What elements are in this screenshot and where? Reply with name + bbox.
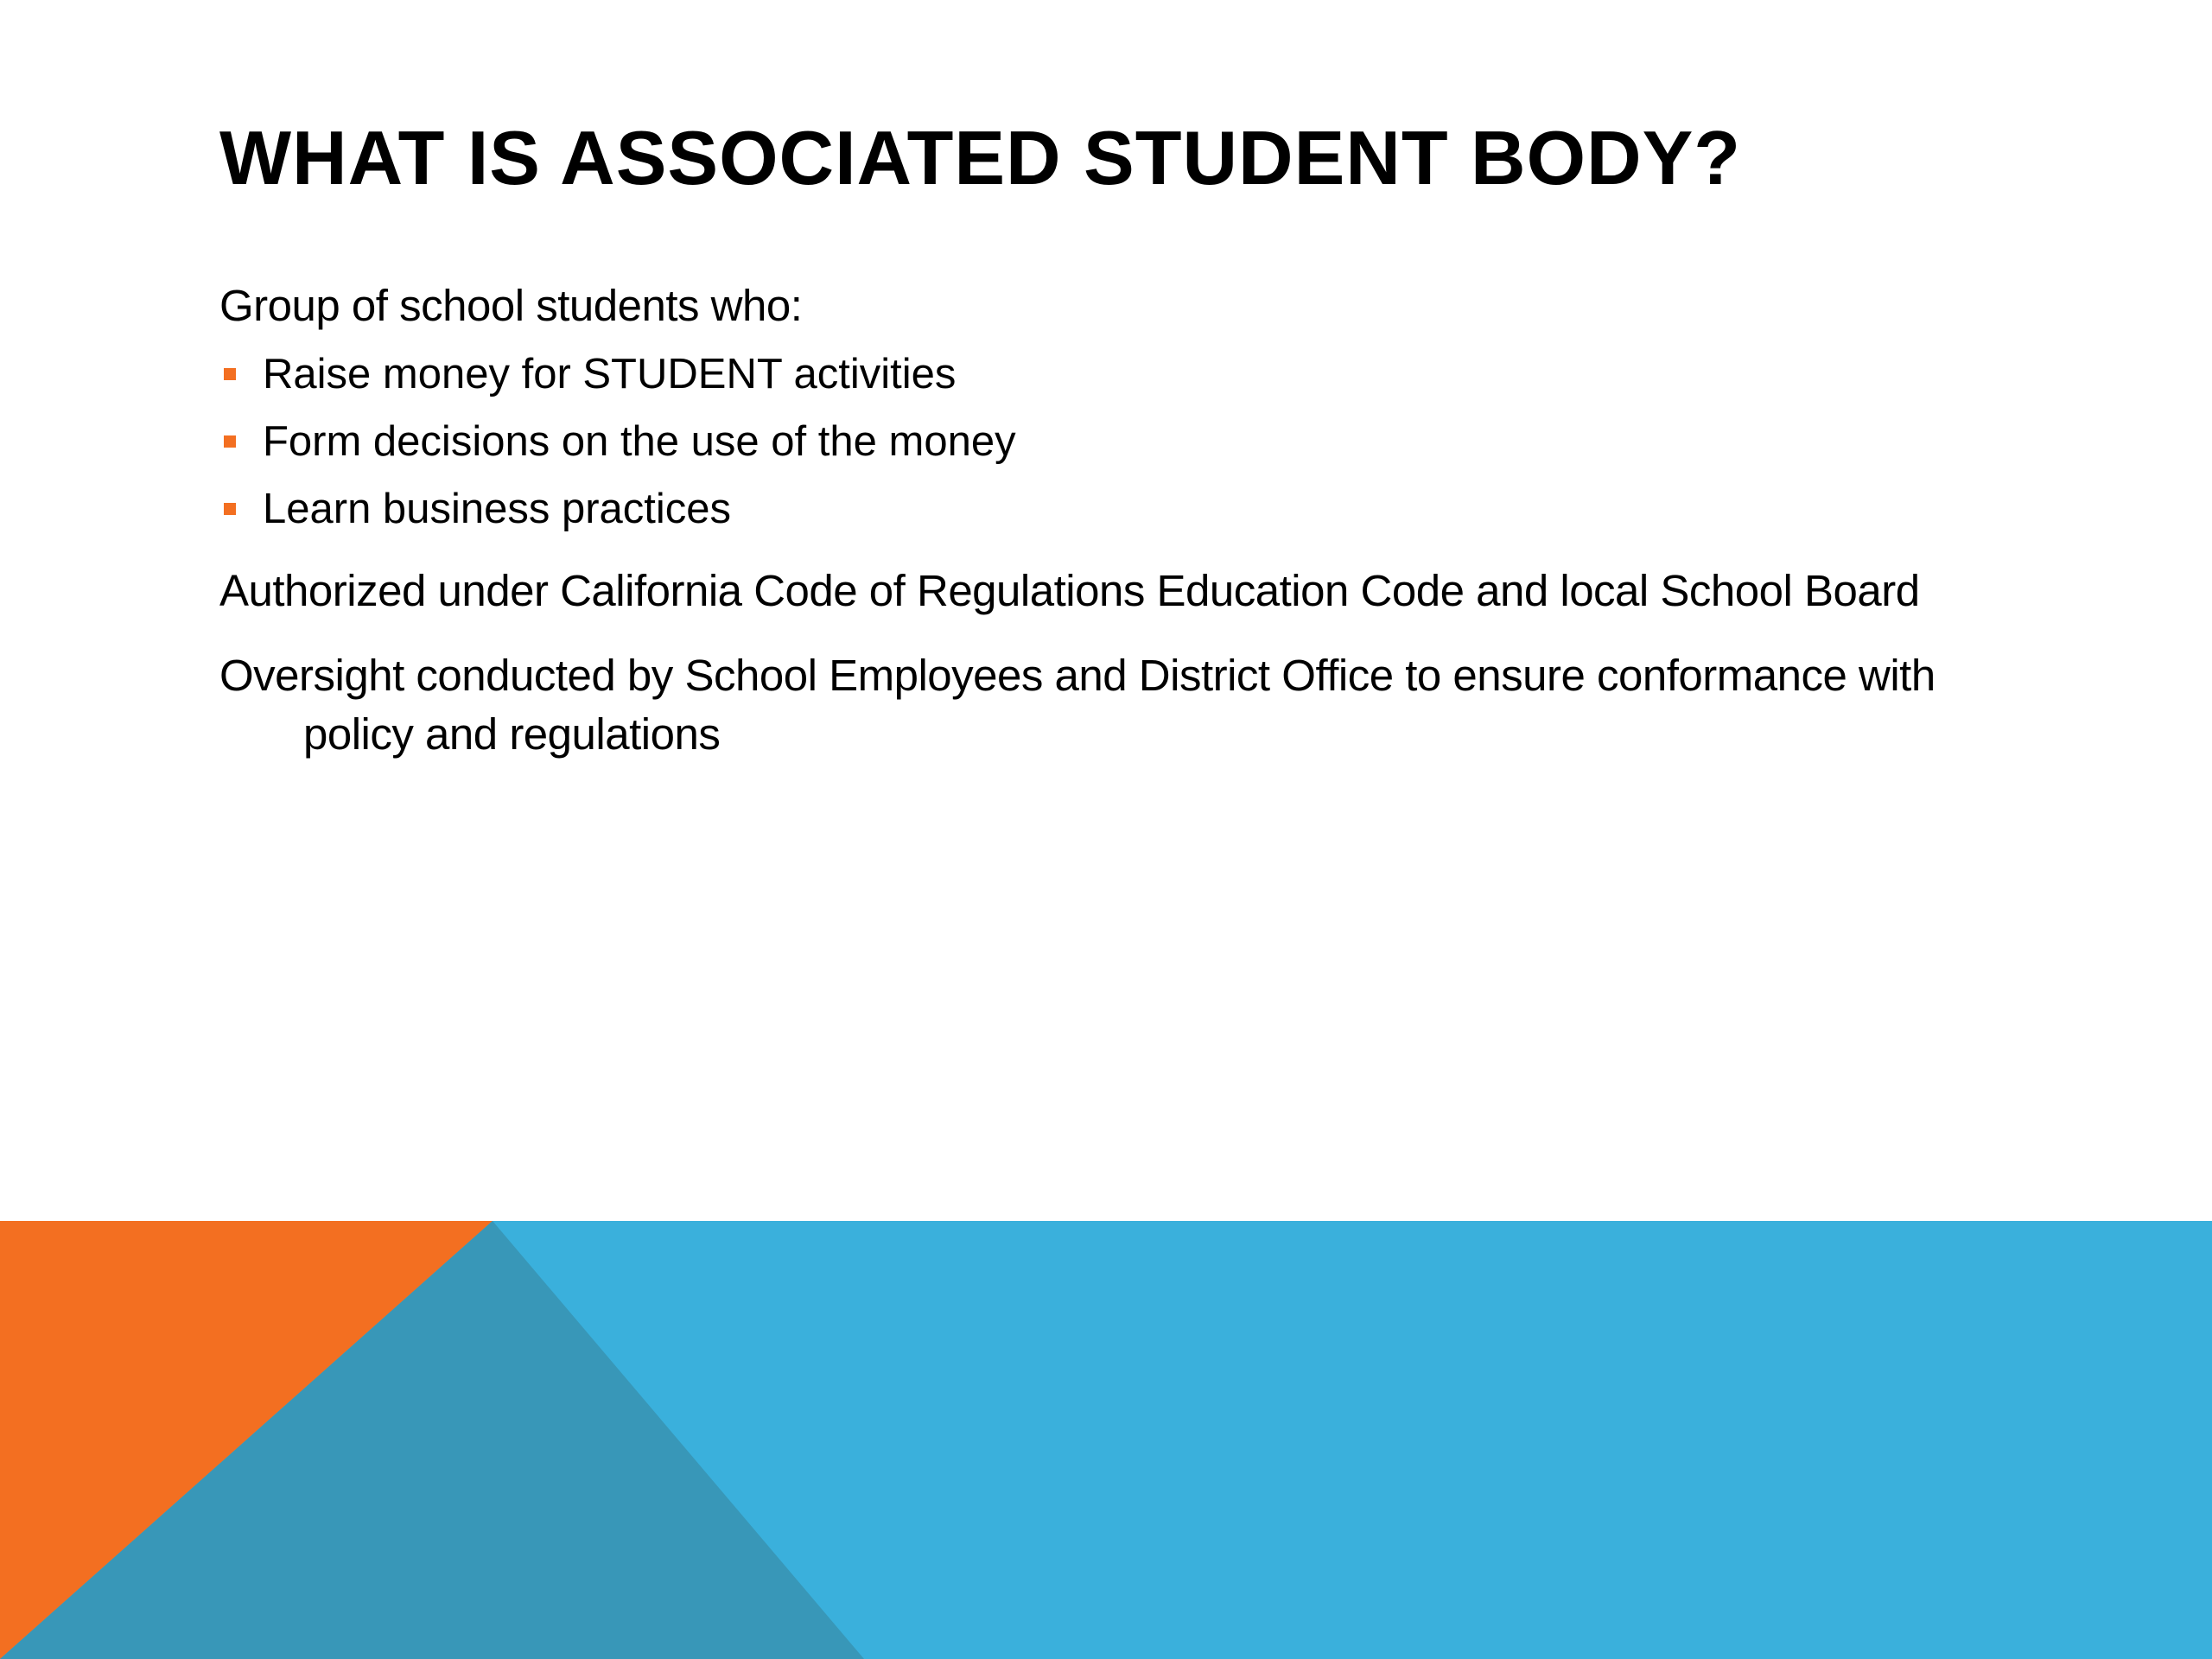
authorization-paragraph: Authorized under California Code of Regulations Education Code and local School Board [219, 566, 1920, 615]
list-item [219, 340, 2017, 408]
list-item [219, 408, 2017, 475]
oversight-paragraph: Oversight conducted by School Employees and District Office to ensure conformance with policy and regulations [219, 651, 1936, 759]
lead-text: Group of school students who: [219, 281, 803, 330]
square-bullet-icon [224, 435, 236, 448]
footer-shapes [0, 1221, 2212, 1659]
slide-body [219, 276, 2017, 764]
bullet-text: Learn business practices [263, 486, 732, 532]
list-item [219, 475, 2017, 543]
bullet-list [219, 340, 2017, 543]
bullet-text: Raise money for STUDENT activities [263, 351, 957, 397]
square-bullet-icon [224, 503, 236, 515]
decorative-footer-band [0, 1221, 2212, 1659]
square-bullet-icon [224, 368, 236, 380]
slide-title: WHAT IS ASSOCIATED STUDENT BODY? [219, 115, 1742, 200]
bullet-text: Form decisions on the use of the money [263, 418, 1016, 465]
